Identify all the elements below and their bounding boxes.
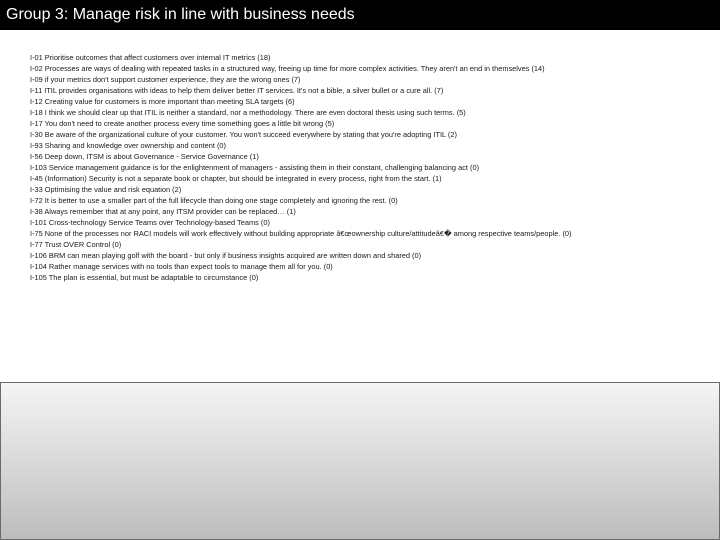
list-item: I-38 Always remember that at any point, any ITSM provider can be replaced… (1) <box>30 207 296 216</box>
slide-title: Group 3: Manage risk in line with business needs <box>6 6 355 23</box>
list-item: I-11 ITIL provides organisations with ideas to help them deliver better IT services. It's not a bible, a silver bullet or a cure all. (7) <box>30 86 444 95</box>
list-item: I-56 Deep down, ITSM is about Governance - Service Governance (1) <box>30 152 259 161</box>
list-item: I-02 Processes are ways of dealing with repeated tasks in a structured way, freeing up time for more complex activities. They aren't an end in themselves (14) <box>30 64 545 73</box>
list-item: I-09 if your metrics don't support customer experience, they are the wrong ones (7) <box>30 75 301 84</box>
list-item: I-01 Prioritise outcomes that affect customers over internal IT metrics (18) <box>30 53 271 62</box>
title-bar <box>0 0 720 30</box>
list-item: I-72 It is better to use a smaller part of the full lifecycle than doing one stage completely and ignoring the rest. (0) <box>30 196 398 205</box>
list-item: I-104 Rather manage services with no tools than expect tools to manage them all for you. (0) <box>30 262 333 271</box>
list-item: I-33 Optimising the value and risk equation (2) <box>30 185 182 194</box>
list-item: I-17 You don't need to create another process every time something goes a little bit wrong (5) <box>30 119 335 128</box>
list-item: I-75 None of the processes nor RACI models will work effectively without building appropriate â€œownership culture/attitudeâ€� among respective teams/people. (0) <box>30 229 572 238</box>
list-item: I-105 The plan is essential, but must be adaptable to circumstance (0) <box>30 273 259 282</box>
items-list <box>20 52 700 283</box>
list-item: I-103 Service management guidance is for the enlightenment of managers - assisting them in their constant, challenging balancing act (0) <box>30 163 480 172</box>
list-item: I-18 I think we should clear up that ITIL is neither a standard, nor a methodology. There are even doctoral thesis using such terms. (5) <box>30 108 466 117</box>
list-item: I-106 BRM can mean playing golf with the board - but only if business insights acquired are written down and shared (0) <box>30 251 422 260</box>
list-item: I-77 Trust OVER Control (0) <box>30 240 122 249</box>
list-item: I-101 Cross-technology Service Teams over Technology-based Teams (0) <box>30 218 270 227</box>
list-item: I-12 Creating value for customers is more important than meeting SLA targets (6) <box>30 97 295 106</box>
list-item: I-93 Sharing and knowledge over ownership and content (0) <box>30 141 226 150</box>
list-item: I-45 (Information) Security is not a separate book or chapter, but should be integrated in every process, right from the start. (1) <box>30 174 442 183</box>
list-item: I-30 Be aware of the organizational culture of your customer. You won't succeed everywhere by stating that you're adopting ITIL (2) <box>30 130 457 139</box>
bottom-panel <box>0 382 720 540</box>
